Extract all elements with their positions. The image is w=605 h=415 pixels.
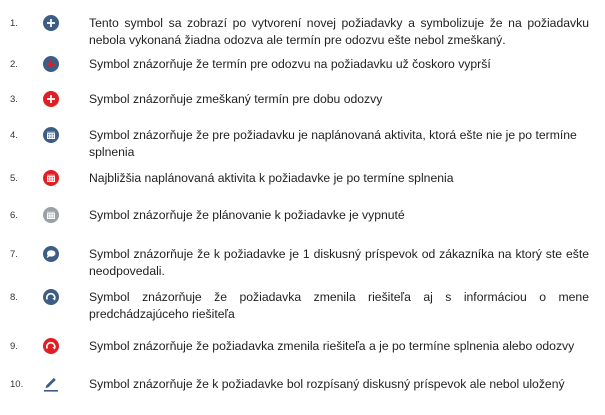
redirect-red-icon bbox=[42, 337, 60, 355]
item-number: 8. bbox=[10, 292, 18, 303]
item-number: 2. bbox=[10, 59, 18, 70]
item-text: Symbol znázorňuje že k požiadavke je 1 diskusný príspevok od zákazníka na ktorý ste ešte neodpovedali. bbox=[89, 247, 589, 278]
item-number: 1. bbox=[10, 18, 18, 29]
plus-circle-red-icon bbox=[42, 90, 60, 108]
calendar-gray-icon bbox=[42, 206, 60, 224]
item-number: 3. bbox=[10, 94, 18, 105]
calendar-navy-icon bbox=[42, 126, 60, 144]
calendar-red-icon bbox=[42, 169, 60, 187]
item-number: 5. bbox=[10, 173, 18, 184]
item-text: Symbol znázorňuje že požiadavka zmenila riešiteľa aj s informáciou o mene predchádzajúceho riešiteľa bbox=[89, 290, 589, 321]
pencil-icon bbox=[42, 375, 60, 393]
item-text: Symbol znázorňuje zmeškaný termín pre dobu odozvy bbox=[89, 92, 383, 106]
item-text: Symbol znázorňuje že plánovanie k požiadavke je vypnuté bbox=[89, 208, 405, 222]
item-number: 9. bbox=[10, 341, 18, 352]
item-text: Symbol znázorňuje že k požiadavke bol rozpísaný diskusný príspevok ale nebol uložený bbox=[89, 377, 565, 391]
item-text: Symbol znázorňuje že termín pre odozvu na požiadavku už čoskoro vyprší bbox=[89, 57, 491, 71]
item-text: Symbol znázorňuje že pre požiadavku je naplánovaná aktivita, ktorá ešte nie je po termíne splnenia bbox=[89, 128, 577, 159]
item-text: Tento symbol sa zobrazí po vytvorení novej požiadavky a symbolizuje že na požiadavku nebola vykonaná žiadna odozva ale termín pre odozvu ešte nebol zmeškaný. bbox=[89, 16, 589, 47]
speech-bubble-icon bbox=[42, 245, 60, 263]
plus-circle-navy-red-icon bbox=[42, 55, 60, 73]
item-number: 6. bbox=[10, 210, 18, 221]
item-text: Najbližšia naplánovaná aktivita k požiadavke je po termíne splnenia bbox=[89, 171, 454, 185]
item-number: 7. bbox=[10, 249, 18, 260]
item-number: 10. bbox=[10, 379, 24, 390]
item-number: 4. bbox=[10, 130, 18, 141]
plus-circle-navy-icon bbox=[42, 14, 60, 32]
redirect-navy-icon bbox=[42, 288, 60, 306]
item-text: Symbol znázorňuje že požiadavka zmenila riešiteľa a je po termíne splnenia alebo odozvy bbox=[89, 339, 575, 353]
